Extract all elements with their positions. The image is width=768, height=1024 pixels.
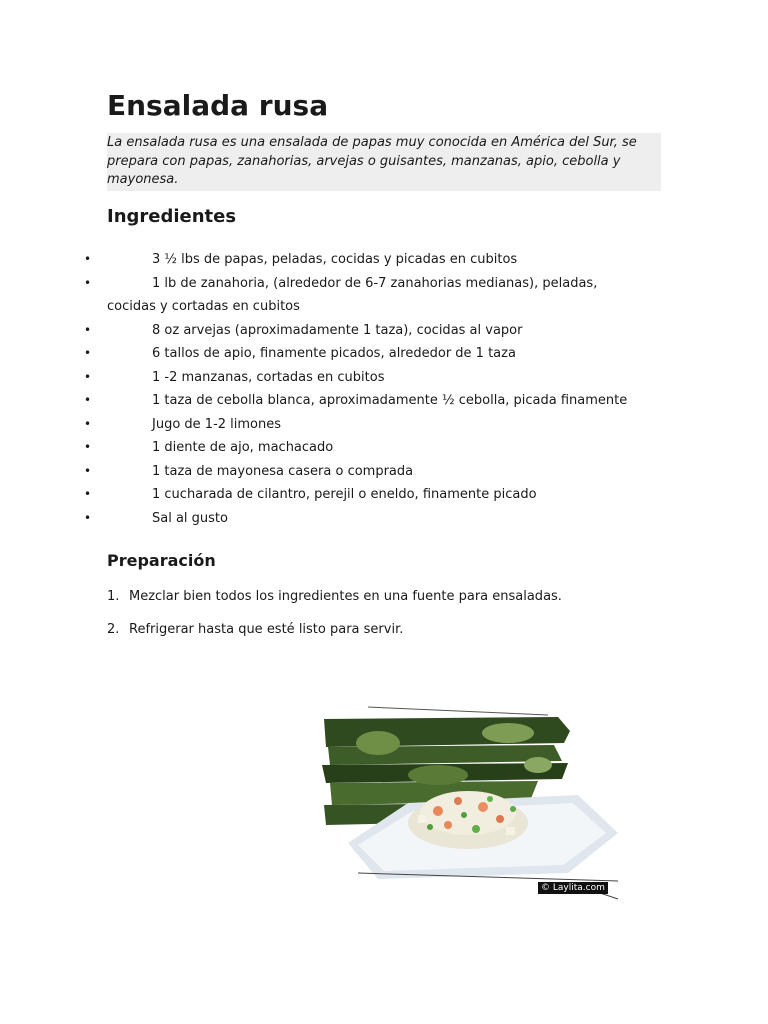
ingredients-heading: Ingredientes — [107, 206, 237, 227]
preparation-heading: Preparación — [107, 551, 216, 570]
ingredient-text: 8 oz arvejas (aproximadamente 1 taza), cocidas al vapor — [152, 322, 523, 338]
step-number: 1. — [107, 589, 120, 604]
ingredient-text: 6 tallos de apio, finamente picados, alrededor de 1 taza — [152, 346, 516, 361]
list-item — [107, 586, 562, 607]
ingredient-text: 1 taza de mayonesa casera o comprada — [152, 463, 414, 479]
bullet-icon: • — [84, 416, 92, 431]
list-item — [0, 389, 647, 413]
list-item — [0, 272, 647, 319]
ingredients-list — [0, 248, 768, 530]
bullet-icon: • — [84, 369, 92, 384]
bullet-icon: • — [84, 463, 92, 478]
bullet-icon: • — [84, 393, 92, 407]
ingredient-text: 1 cucharada de cilantro, perejil o eneldo, finamente picado — [152, 487, 537, 502]
step-text: Refrigerar hasta que esté listo para servir. — [129, 622, 404, 637]
list-item — [0, 507, 647, 531]
ingredient-text: 3 ½ lbs de papas, peladas, cocidas y picadas en cubitos — [152, 252, 518, 267]
bullet-icon: • — [84, 322, 92, 337]
list-item — [0, 436, 647, 460]
intro-paragraph: La ensalada rusa es una ensalada de papas muy conocida en América del Sur, se prepara con papas, zanahorias, arvejas o guisantes, manzanas, apio, cebolla y mayonesa. — [107, 133, 661, 191]
ingredient-text: Sal al gusto — [152, 510, 228, 526]
preparation-steps — [107, 586, 562, 652]
bullet-icon: • — [84, 275, 92, 290]
photo-watermark: © Laylita.com — [538, 882, 608, 894]
list-item — [0, 366, 647, 390]
bullet-icon: • — [84, 252, 92, 266]
ingredient-text: 1 diente de ajo, machacado — [152, 440, 334, 455]
list-item — [0, 319, 647, 343]
list-item — [0, 460, 647, 484]
step-text: Mezclar bien todos los ingredientes en una fuente para ensaladas. — [129, 589, 562, 604]
step-number: 2. — [107, 622, 120, 637]
bullet-icon: • — [84, 487, 92, 501]
bullet-icon: • — [84, 510, 92, 525]
bullet-icon: • — [84, 440, 92, 454]
list-item — [0, 248, 647, 272]
list-item — [0, 483, 647, 507]
ingredient-text: 1 -2 manzanas, cortadas en cubitos — [152, 369, 385, 385]
list-item — [0, 342, 647, 366]
list-item — [0, 413, 647, 437]
bullet-icon: • — [84, 346, 92, 360]
ingredient-text: Jugo de 1-2 limones — [152, 416, 282, 432]
page-title: Ensalada rusa — [107, 89, 329, 122]
ingredient-text: 1 lb de zanahoria, (alrededor de 6-7 zanahorias medianas), peladas, cocidas y cortadas en cubitos — [107, 275, 598, 314]
salad-photo — [318, 703, 622, 903]
ingredient-text: 1 taza de cebolla blanca, aproximadamente ½ cebolla, picada finamente — [152, 393, 628, 408]
list-item — [107, 619, 562, 640]
